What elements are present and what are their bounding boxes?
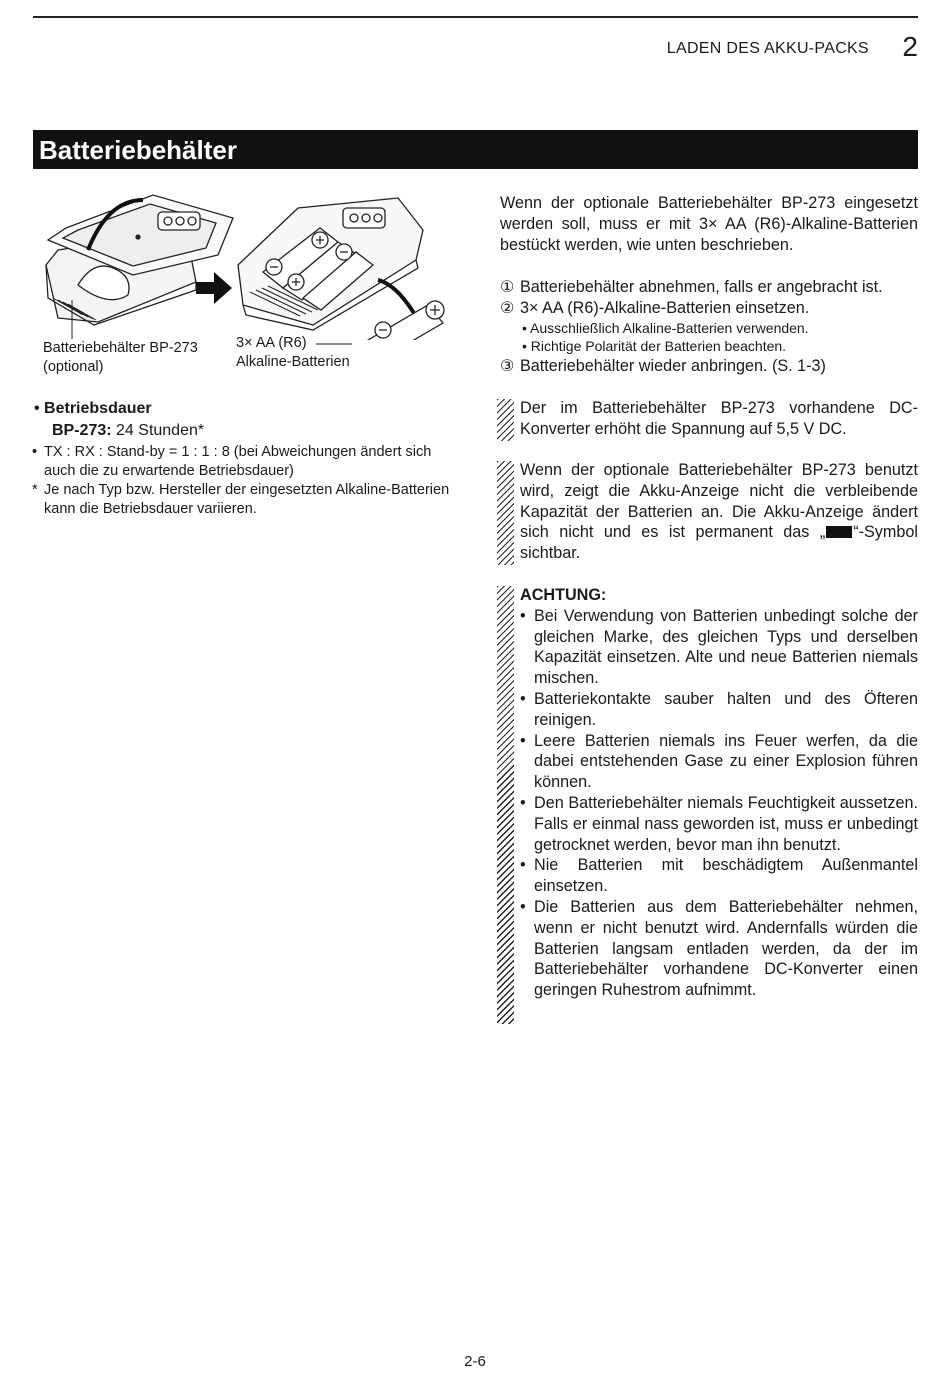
- footnote: * Je nach Typ bzw. Hersteller der eingesetzten Alkaline-Batterien kann die Betriebsdauer variieren.: [32, 482, 450, 517]
- note-hatch: [497, 461, 514, 565]
- operating-time-value: BP-273: 24 Stunden*: [52, 422, 205, 439]
- note-battery-indicator: Wenn der optionale Batteriebehälter BP-273 benutzt wird, zeigt die Akku-Anzeige nicht die verbleibende Kapazität der Batterien an. Die Akku-Anzeige ändert sich nicht und es ist permanent das „ “-Symbol sichtbar.: [497, 460, 918, 564]
- caution-hatch: [497, 586, 514, 1024]
- battery-case-loaded-illustration: [238, 198, 423, 330]
- running-head: LADEN DES AKKU-PACKS: [666, 40, 869, 57]
- steps-list: [500, 277, 918, 376]
- caution-item: • Die Batterien aus dem Batteriebehälter nehmen, wenn er nicht benutzt wird. Andernfalls würden die Batterien langsam entladen werden, da der im Batteriebehälter vorhandene DC-Konverter einen geringen Ruhestrom aufnimmt.: [520, 897, 918, 1000]
- sub-bullet: • Richtige Polarität der Batterien beachten.: [522, 338, 787, 355]
- battery-case-illustration: [38, 190, 458, 340]
- aa-battery-illustration: [368, 301, 444, 340]
- caution-item: • Batteriekontakte sauber halten und des Öfteren reinigen.: [520, 689, 918, 729]
- step-3: ③ Batteriebehälter wieder anbringen. (S. 1-3): [500, 356, 826, 375]
- caution-item: • Nie Batterien mit beschädigtem Außenmantel einsetzen.: [520, 856, 918, 896]
- caution-block: [497, 585, 918, 1001]
- page-number: 2-6: [464, 1353, 486, 1370]
- battery-full-icon: [826, 526, 852, 538]
- figure-label-case: Batteriebehälter BP-273 (optional): [43, 340, 198, 375]
- step-1: ① Batteriebehälter abnehmen, falls er angebracht ist.: [500, 278, 883, 296]
- step-2: ② 3× AA (R6)-Alkaline-Batterien einsetzen.: [500, 298, 810, 317]
- battery-case-open-illustration: [46, 195, 233, 325]
- caution-item: • Leere Batterien niemals ins Feuer werfen, da die dabei entstehenden Gase zu einer Explosion führen können.: [520, 731, 918, 792]
- figure-label-batteries: 3× AA (R6) Alkaline-Batterien: [236, 335, 350, 370]
- section-title: Batteriebehälter: [33, 130, 918, 169]
- note-hatch: [497, 399, 514, 441]
- caution-item: • Den Batteriebehälter niemals Feuchtigkeit aussetzen. Falls er einmal nass geworden ist, muss er unbedingt getrocknet werden, bevor man ihn benutzt.: [520, 793, 918, 854]
- sub-bullet: • Ausschließlich Alkaline-Batterien verwenden.: [522, 319, 809, 336]
- chapter-number: 2: [902, 31, 918, 62]
- operating-time-heading: • Betriebsdauer: [34, 400, 152, 417]
- intro-paragraph: Wenn der optionale Batteriebehälter BP-273 eingesetzt werden soll, muss er mit 3× AA (R6)-Alkaline-Batterien bestückt werden, wie unten beschrieben.: [500, 194, 918, 254]
- caution-item: • Bei Verwendung von Batterien unbedingt solche der gleichen Marke, des gleichen Typs und derselben Kapazität einsetzen. Alte und neue Batterien niemals mischen.: [520, 606, 918, 688]
- note-dc-converter: Der im Batteriebehälter BP-273 vorhandene DC-Konverter erhöht die Spannung auf 5,5 V DC.: [497, 398, 918, 440]
- operating-time-block: [32, 398, 457, 519]
- arrow-right-icon: [196, 272, 232, 304]
- header-rule: [33, 16, 918, 18]
- duty-cycle-note: • TX : RX : Stand-by = 1 : 1 : 8 (bei Abweichungen ändert sich auch die zu erwartende Betriebsdauer): [32, 444, 432, 479]
- caution-title: ACHTUNG:: [520, 586, 607, 604]
